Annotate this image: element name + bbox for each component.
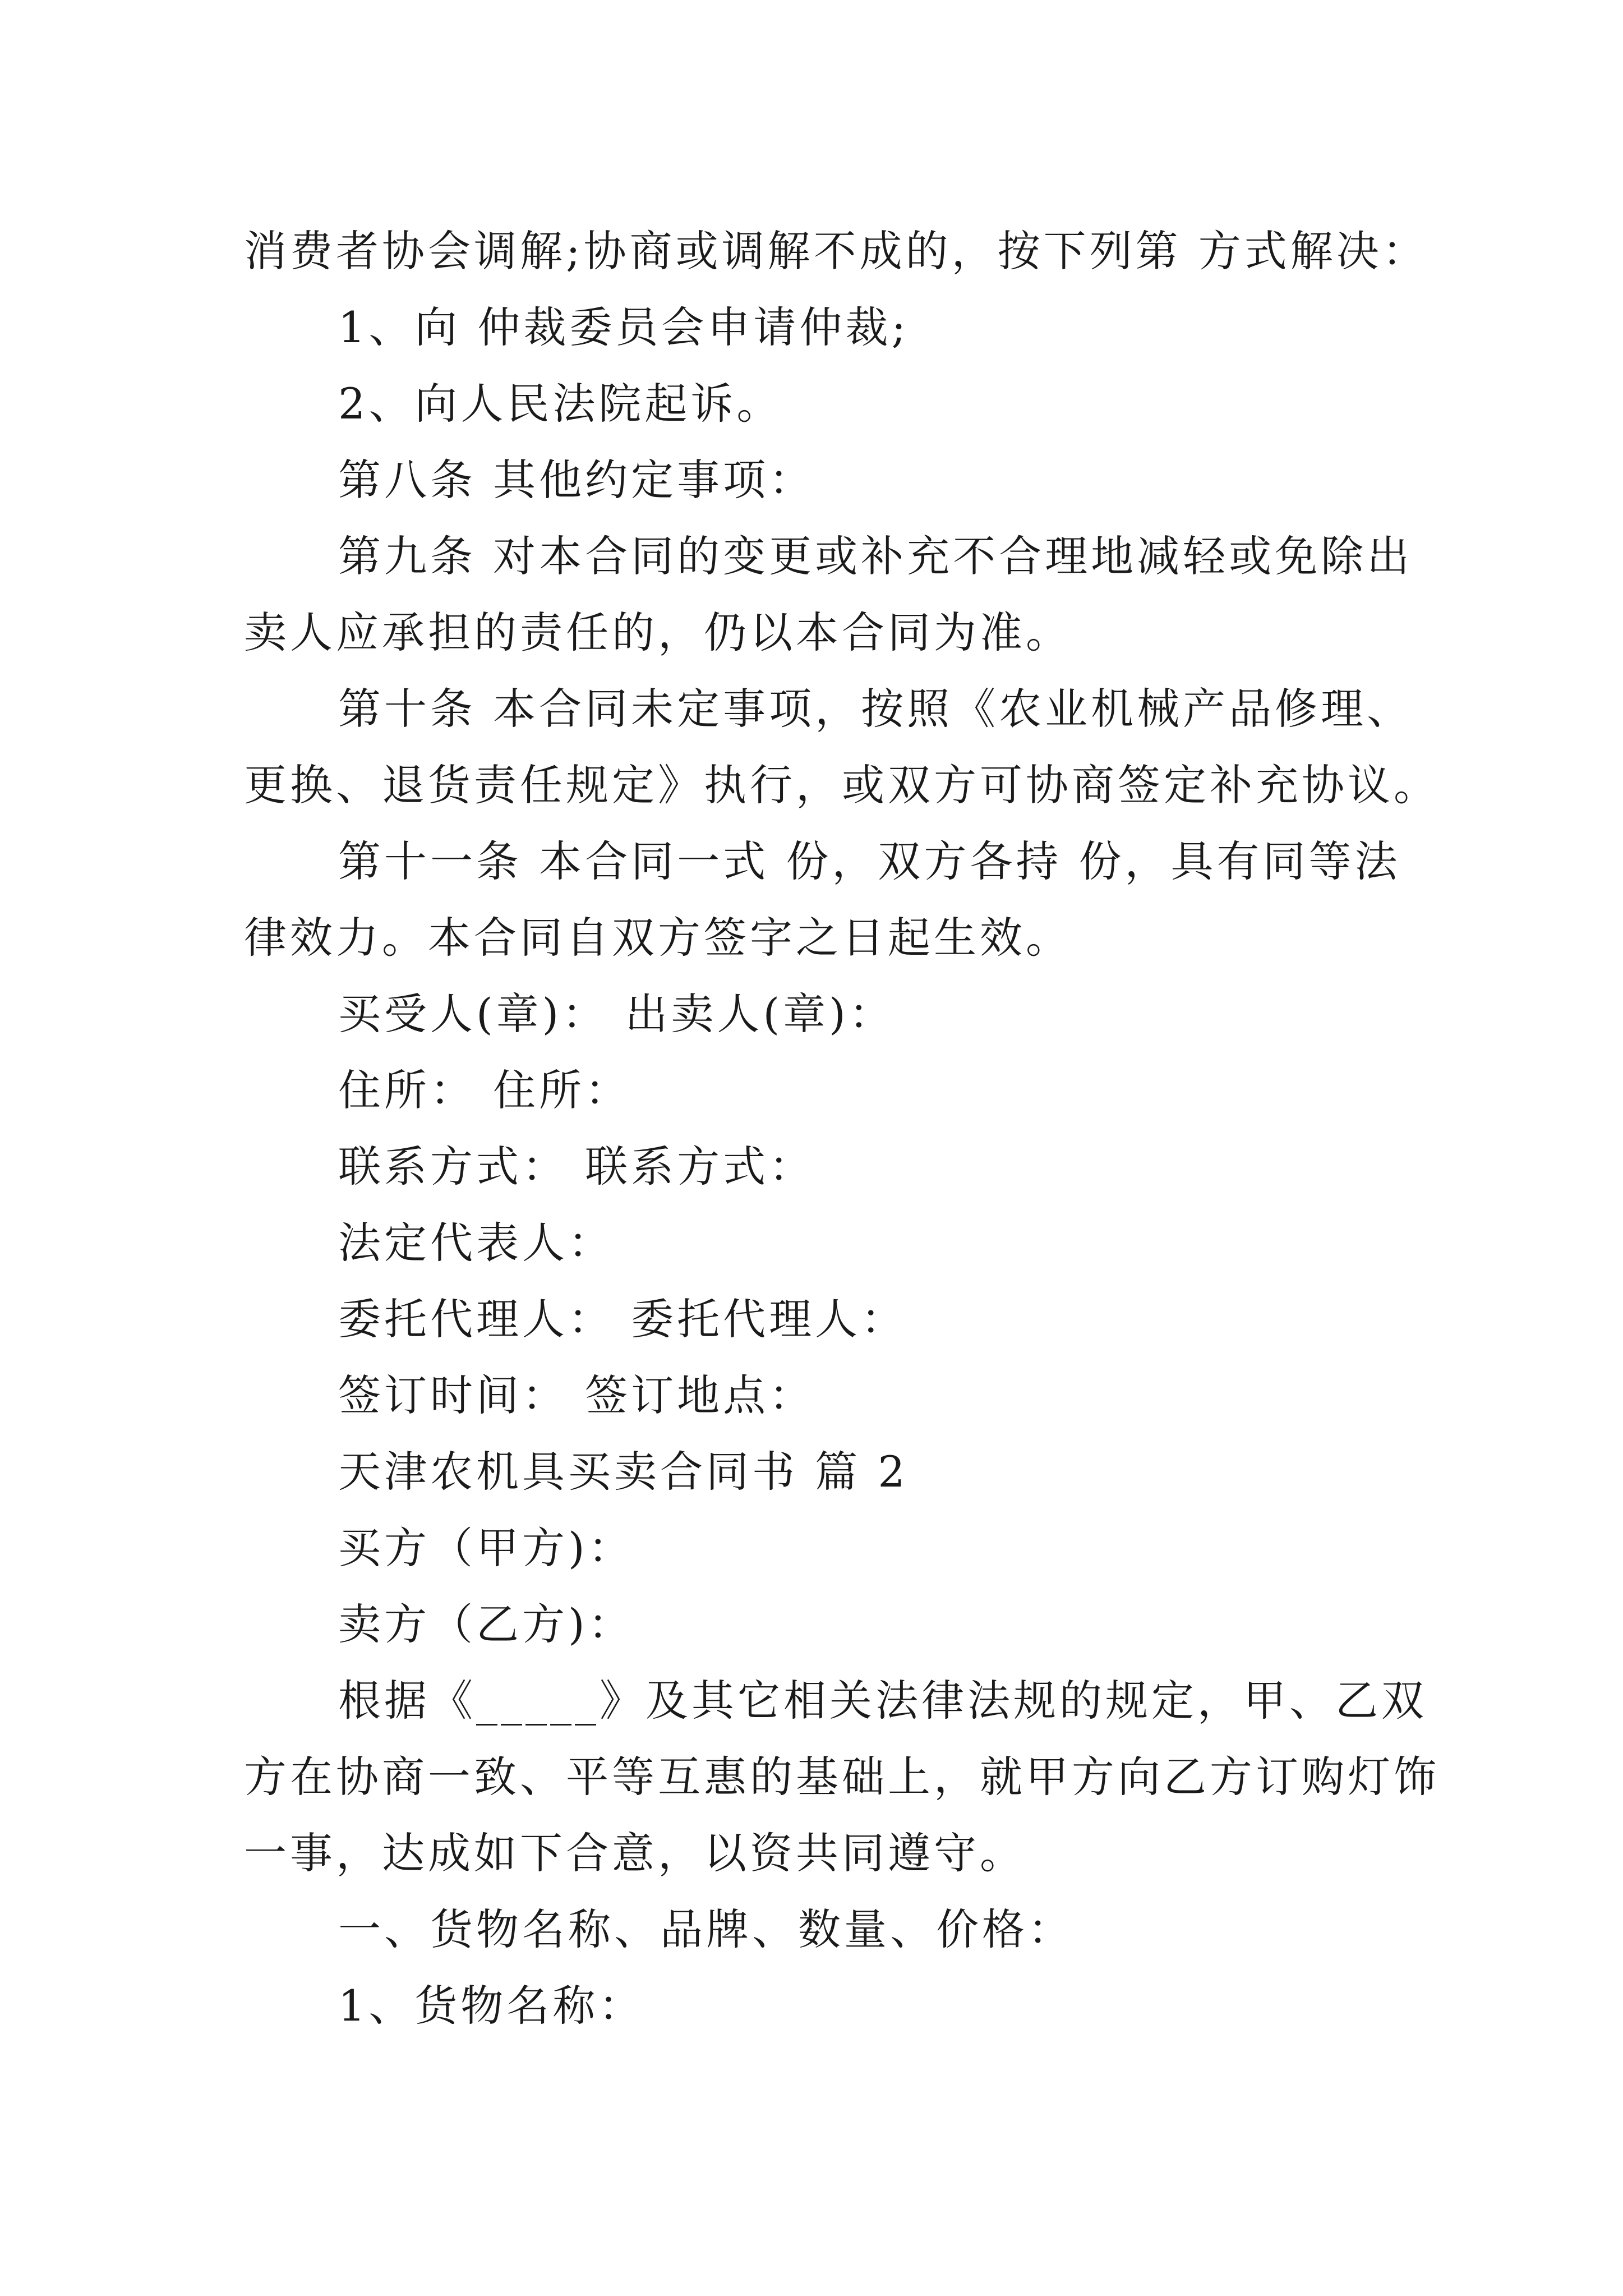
document-line: 2、向人民法院起诉。 [338,379,783,429]
document-line: 第十一条 本合同一式 份，双方各持 份，具有同等法 [338,836,1401,886]
document-line: 1、货物名称： [338,1981,645,2031]
document-line: 第十条 本合同未定事项，按照《农业机械产品修理、 [338,684,1413,734]
document-line: 法定代表人： [338,1218,614,1268]
document-line: 一、货物名称、品牌、数量、价格： [338,1904,1074,1954]
document-line: 更换、退货责任规定》执行，或双方可协商签定补充协议。 [244,760,1440,810]
document-line: 第八条 其他约定事项： [338,455,815,505]
document-line: 买受人(章)： 出卖人(章)： [338,989,895,1039]
document-line: 消费者协会调解;协商或调解不成的，按下列第 方式解决： [244,226,1428,276]
document-line: 一事，达成如下合意，以资共同遵守。 [244,1828,1026,1878]
document-line: 天津农机具买卖合同书 篇 2 [338,1447,909,1497]
document-line: 第九条 对本合同的变更或补充不合理地减轻或免除出 [338,531,1413,581]
document-body [244,213,1440,2044]
document-line: 根据《_____》及其它相关法律法规的规定，甲、乙双 [338,1676,1427,1726]
document-line: 签订时间： 签订地点： [338,1370,815,1420]
document-line: 委托代理人： 委托代理人： [338,1294,907,1344]
document-line: 买方（甲方)： [338,1523,634,1573]
document-line: 方在协商一致、平等互惠的基础上，就甲方向乙方订购灯饰 [244,1752,1440,1802]
document-line: 1、向 仲裁委员会申请仲裁; [338,302,910,352]
document-line: 卖方（乙方)： [338,1599,634,1649]
document-line: 联系方式： 联系方式： [338,1142,815,1191]
document-line: 住所： 住所： [338,1065,631,1115]
document-line: 卖人应承担的责任的，仍以本合同为准。 [244,608,1072,657]
document-line: 律效力。本合同自双方签字之日起生效。 [244,913,1072,963]
